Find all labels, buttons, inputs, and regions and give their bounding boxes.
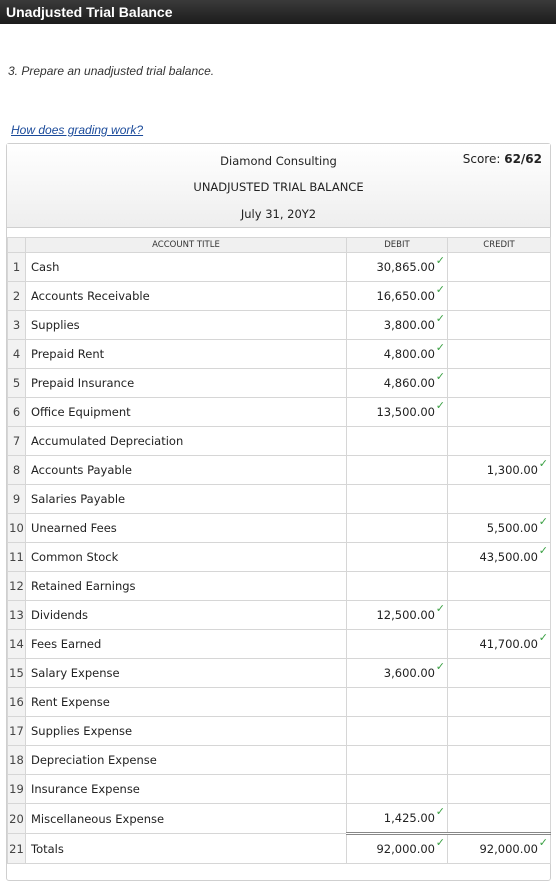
report-date: July 31, 20Y2 bbox=[240, 207, 317, 221]
account-title-cell[interactable]: Totals bbox=[26, 834, 347, 864]
account-title-cell[interactable]: Fees Earned bbox=[26, 630, 347, 659]
table-row bbox=[8, 427, 551, 456]
instruction-text: 3. Prepare an unadjusted trial balance. bbox=[8, 64, 215, 78]
table-row bbox=[8, 340, 551, 369]
debit-amount-cell[interactable] bbox=[347, 746, 448, 775]
score-display bbox=[463, 152, 542, 166]
table-row bbox=[8, 311, 551, 340]
table-row bbox=[8, 398, 551, 427]
row-number: 14 bbox=[8, 630, 26, 659]
table-row bbox=[8, 369, 551, 398]
totals-row bbox=[8, 834, 551, 864]
table-row bbox=[8, 543, 551, 572]
credit-amount-cell[interactable] bbox=[448, 398, 551, 427]
debit-amount-cell[interactable] bbox=[347, 340, 448, 369]
debit-amount-cell[interactable] bbox=[347, 601, 448, 630]
row-number: 11 bbox=[8, 543, 26, 572]
debit-amount-cell[interactable] bbox=[347, 398, 448, 427]
debit-amount-value: 3,600.00 bbox=[383, 666, 435, 680]
debit-amount-cell[interactable] bbox=[347, 485, 448, 514]
debit-amount-value: 4,860.00 bbox=[383, 376, 435, 390]
row-number: 20 bbox=[8, 804, 26, 834]
credit-amount-cell[interactable] bbox=[448, 311, 551, 340]
row-number: 6 bbox=[8, 398, 26, 427]
score-label: Score: bbox=[462, 152, 501, 166]
row-number: 10 bbox=[8, 514, 26, 543]
credit-amount-cell[interactable] bbox=[448, 688, 551, 717]
checkmark-icon: ✓ bbox=[435, 254, 445, 267]
table-row bbox=[8, 514, 551, 543]
row-number: 5 bbox=[8, 369, 26, 398]
credit-amount-value: 1,300.00 bbox=[486, 463, 538, 477]
credit-amount-cell[interactable] bbox=[448, 775, 551, 804]
credit-amount-cell[interactable] bbox=[448, 485, 551, 514]
account-title-cell[interactable]: Office Equipment bbox=[26, 398, 347, 427]
credit-amount-cell[interactable] bbox=[448, 514, 551, 543]
debit-amount-cell[interactable] bbox=[347, 282, 448, 311]
table-row bbox=[8, 572, 551, 601]
row-number: 1 bbox=[8, 253, 26, 282]
grading-help-link[interactable]: How does grading work? bbox=[11, 123, 144, 137]
checkmark-icon: ✓ bbox=[538, 631, 548, 644]
checkmark-icon: ✓ bbox=[435, 370, 445, 383]
credit-amount-cell[interactable] bbox=[448, 601, 551, 630]
debit-amount-value: 13,500.00 bbox=[376, 405, 435, 419]
account-title-cell[interactable]: Depreciation Expense bbox=[26, 746, 347, 775]
checkmark-icon: ✓ bbox=[538, 515, 548, 528]
credit-amount-cell[interactable] bbox=[448, 282, 551, 311]
account-title-cell[interactable]: Salaries Payable bbox=[26, 485, 347, 514]
debit-header: DEBIT bbox=[347, 238, 448, 253]
table-row bbox=[8, 746, 551, 775]
table-header-row bbox=[8, 238, 551, 253]
credit-header: CREDIT bbox=[448, 238, 551, 253]
account-title-cell[interactable]: Common Stock bbox=[26, 543, 347, 572]
credit-amount-value: 5,500.00 bbox=[486, 521, 538, 535]
account-title-cell[interactable]: Supplies Expense bbox=[26, 717, 347, 746]
row-number: 12 bbox=[8, 572, 26, 601]
account-title-cell[interactable]: Accumulated Depreciation bbox=[26, 427, 347, 456]
row-number: 2 bbox=[8, 282, 26, 311]
credit-amount-cell[interactable] bbox=[448, 717, 551, 746]
debit-amount-cell[interactable] bbox=[347, 717, 448, 746]
account-title-cell[interactable]: Cash bbox=[26, 253, 347, 282]
table-row bbox=[8, 804, 551, 834]
credit-amount-cell[interactable] bbox=[448, 834, 551, 864]
row-number: 18 bbox=[8, 746, 26, 775]
credit-amount-cell[interactable] bbox=[448, 253, 551, 282]
checkmark-icon: ✓ bbox=[538, 457, 548, 470]
checkmark-icon: ✓ bbox=[435, 602, 445, 615]
debit-amount-cell[interactable] bbox=[347, 572, 448, 601]
debit-amount-value: 30,865.00 bbox=[376, 260, 435, 274]
credit-amount-value: 41,700.00 bbox=[479, 637, 538, 651]
panel-header bbox=[7, 144, 550, 228]
debit-amount-cell[interactable] bbox=[347, 630, 448, 659]
row-number: 15 bbox=[8, 659, 26, 688]
credit-amount-cell[interactable] bbox=[448, 427, 551, 456]
account-title-cell[interactable]: Insurance Expense bbox=[26, 775, 347, 804]
credit-amount-cell[interactable] bbox=[448, 340, 551, 369]
row-number: 21 bbox=[8, 834, 26, 864]
credit-amount-value: 92,000.00 bbox=[479, 842, 538, 856]
account-title-cell[interactable]: Salary Expense bbox=[26, 659, 347, 688]
checkmark-icon: ✓ bbox=[435, 312, 445, 325]
debit-amount-cell[interactable] bbox=[347, 427, 448, 456]
row-number: 7 bbox=[8, 427, 26, 456]
account-title-cell[interactable]: Rent Expense bbox=[26, 688, 347, 717]
table-row bbox=[8, 630, 551, 659]
account-title-header: ACCOUNT TITLE bbox=[26, 238, 347, 253]
table-row bbox=[8, 775, 551, 804]
debit-amount-cell[interactable] bbox=[347, 369, 448, 398]
debit-amount-cell[interactable] bbox=[347, 253, 448, 282]
row-number: 19 bbox=[8, 775, 26, 804]
account-title-cell[interactable]: Miscellaneous Expense bbox=[26, 804, 347, 834]
debit-amount-cell[interactable] bbox=[347, 543, 448, 572]
company-name: Diamond Consulting bbox=[220, 154, 337, 168]
credit-amount-cell[interactable] bbox=[448, 456, 551, 485]
row-number: 9 bbox=[8, 485, 26, 514]
credit-amount-cell[interactable] bbox=[448, 659, 551, 688]
checkmark-icon: ✓ bbox=[435, 399, 445, 412]
account-title-cell[interactable]: Prepaid Insurance bbox=[26, 369, 347, 398]
table-body bbox=[8, 253, 551, 864]
debit-amount-cell[interactable] bbox=[347, 775, 448, 804]
account-title-cell[interactable]: Retained Earnings bbox=[26, 572, 347, 601]
debit-amount-cell[interactable] bbox=[347, 688, 448, 717]
debit-amount-value: 92,000.00 bbox=[376, 842, 435, 856]
score-value: 62/62 bbox=[504, 152, 542, 166]
credit-amount-value: 43,500.00 bbox=[479, 550, 538, 564]
debit-amount-cell[interactable] bbox=[347, 514, 448, 543]
trial-balance-table bbox=[7, 237, 551, 864]
row-number: 13 bbox=[8, 601, 26, 630]
table-row bbox=[8, 282, 551, 311]
table-row bbox=[8, 485, 551, 514]
checkmark-icon: ✓ bbox=[435, 836, 445, 849]
checkmark-icon: ✓ bbox=[538, 836, 548, 849]
debit-amount-cell[interactable] bbox=[347, 311, 448, 340]
report-title: UNADJUSTED TRIAL BALANCE bbox=[193, 180, 364, 194]
row-number-header bbox=[8, 238, 26, 253]
credit-amount-cell[interactable] bbox=[448, 369, 551, 398]
debit-amount-cell[interactable] bbox=[347, 834, 448, 864]
credit-amount-cell[interactable] bbox=[448, 543, 551, 572]
account-title-cell[interactable]: Prepaid Rent bbox=[26, 340, 347, 369]
account-title-cell[interactable]: Accounts Receivable bbox=[26, 282, 347, 311]
row-number: 17 bbox=[8, 717, 26, 746]
debit-amount-cell[interactable] bbox=[347, 804, 448, 834]
credit-amount-cell[interactable] bbox=[448, 746, 551, 775]
table-row bbox=[8, 688, 551, 717]
checkmark-icon: ✓ bbox=[435, 341, 445, 354]
debit-amount-cell[interactable] bbox=[347, 456, 448, 485]
checkmark-icon: ✓ bbox=[435, 805, 445, 818]
checkmark-icon: ✓ bbox=[538, 544, 548, 557]
row-number: 3 bbox=[8, 311, 26, 340]
row-number: 8 bbox=[8, 456, 26, 485]
table-row bbox=[8, 456, 551, 485]
trial-balance-panel bbox=[6, 143, 551, 881]
credit-amount-cell[interactable] bbox=[448, 572, 551, 601]
credit-amount-cell[interactable] bbox=[448, 630, 551, 659]
table-row bbox=[8, 253, 551, 282]
checkmark-icon: ✓ bbox=[435, 660, 445, 673]
table-row bbox=[8, 659, 551, 688]
table-row bbox=[8, 717, 551, 746]
account-title-cell[interactable]: Unearned Fees bbox=[26, 514, 347, 543]
row-number: 16 bbox=[8, 688, 26, 717]
debit-amount-cell[interactable] bbox=[347, 659, 448, 688]
debit-amount-value: 1,425.00 bbox=[383, 811, 435, 825]
credit-amount-cell[interactable] bbox=[448, 804, 551, 834]
checkmark-icon: ✓ bbox=[435, 283, 445, 296]
debit-amount-value: 3,800.00 bbox=[383, 318, 435, 332]
table-row bbox=[8, 601, 551, 630]
debit-amount-value: 12,500.00 bbox=[376, 608, 435, 622]
row-number: 4 bbox=[8, 340, 26, 369]
debit-amount-value: 4,800.00 bbox=[383, 347, 435, 361]
account-title-cell[interactable]: Accounts Payable bbox=[26, 456, 347, 485]
account-title-cell[interactable]: Supplies bbox=[26, 311, 347, 340]
account-title-cell[interactable]: Dividends bbox=[26, 601, 347, 630]
window-title: Unadjusted Trial Balance bbox=[0, 0, 556, 24]
debit-amount-value: 16,650.00 bbox=[376, 289, 435, 303]
